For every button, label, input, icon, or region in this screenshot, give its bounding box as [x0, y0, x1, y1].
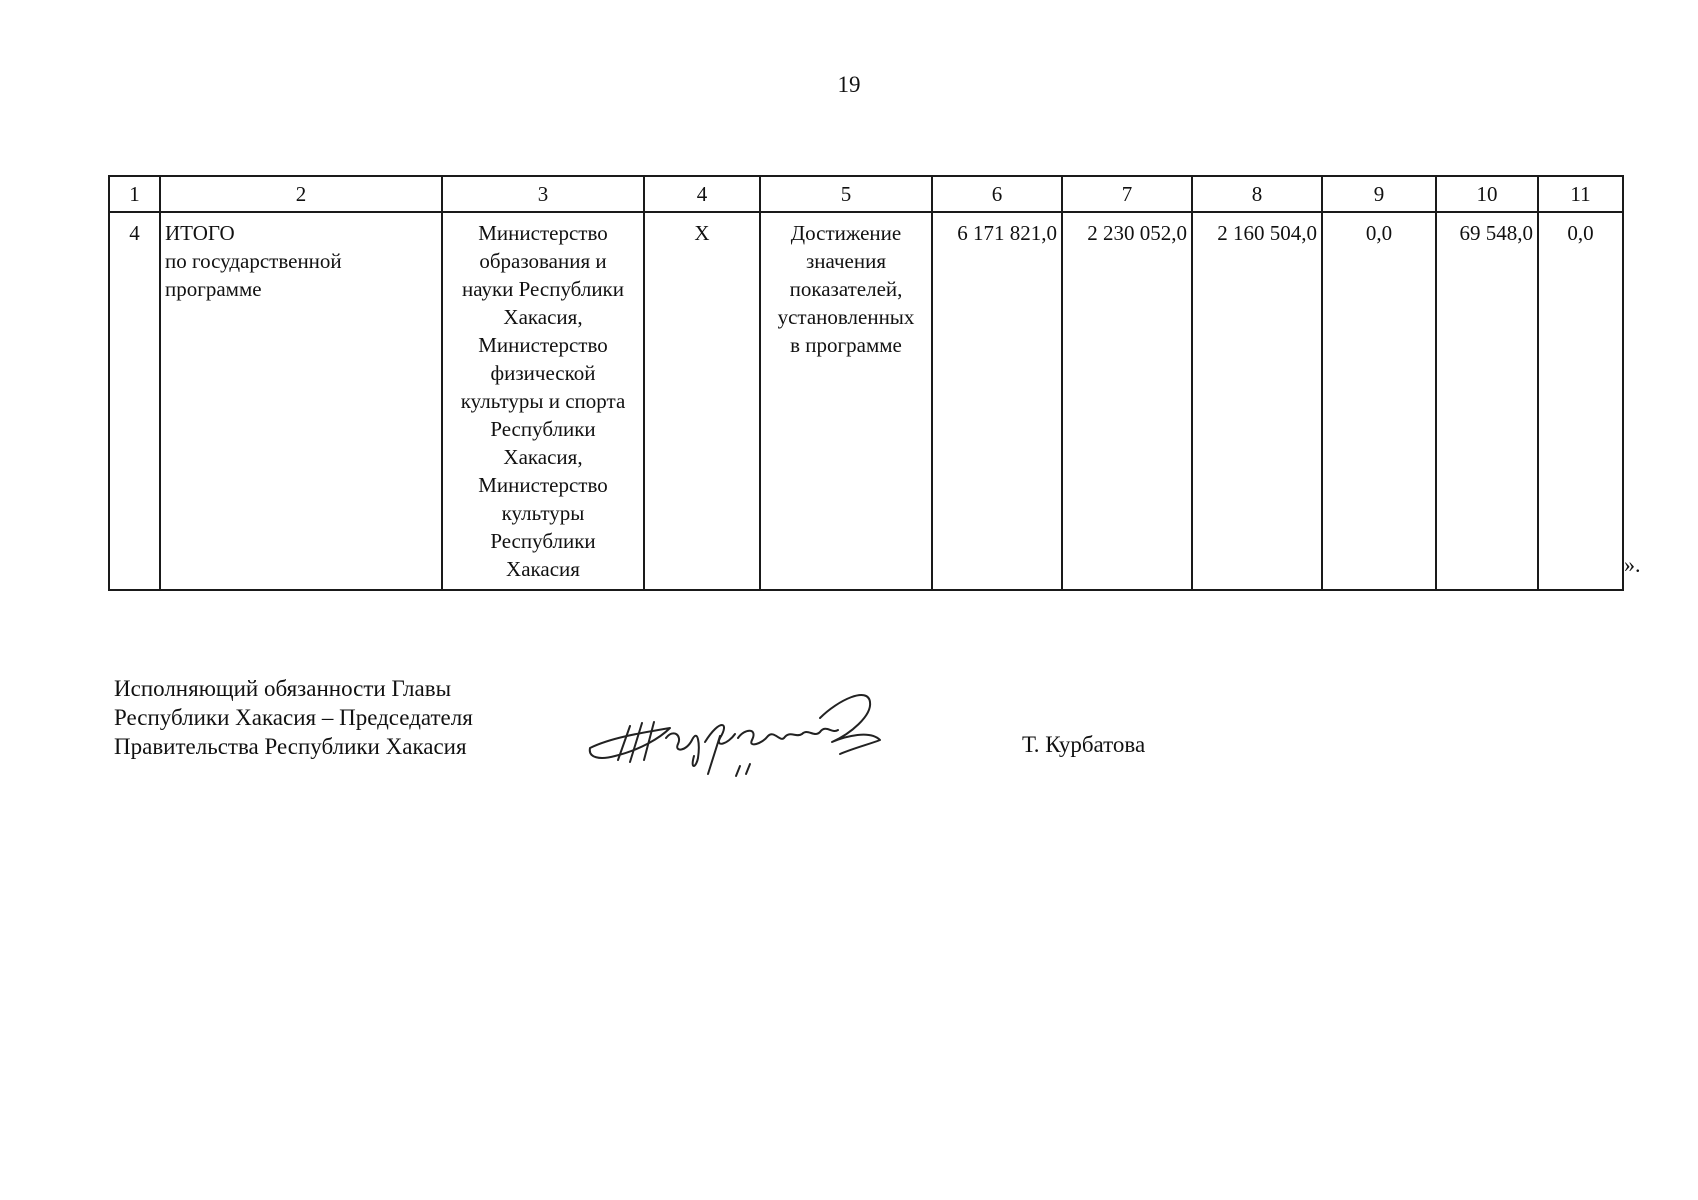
column-header: 2 — [160, 176, 442, 212]
column-header: 11 — [1538, 176, 1623, 212]
column-header: 9 — [1322, 176, 1436, 212]
cell-line: культуры и спорта — [460, 389, 626, 413]
table-header-row — [109, 176, 1623, 212]
column-header: 6 — [932, 176, 1062, 212]
cell-line: Министерство — [478, 473, 608, 497]
amount-cell: 0,0 — [1538, 212, 1623, 590]
cell-line: культуры — [501, 501, 585, 525]
cell-line: ИТОГО — [165, 221, 235, 245]
cell-line: по государственной — [165, 249, 342, 273]
cell-line: физической — [490, 361, 596, 385]
row-number-cell: 4 — [109, 212, 160, 590]
cell-line: показателей, — [789, 277, 903, 301]
handwritten-signature — [570, 678, 910, 778]
cell-line: Достижение — [790, 221, 902, 245]
column-header: 4 — [644, 176, 760, 212]
cell-line: Хакасия, — [503, 445, 583, 469]
amount-cell: 69 548,0 — [1436, 212, 1538, 590]
cell-line: Хакасия — [506, 557, 580, 581]
x-mark-cell: Х — [644, 212, 760, 590]
amount-cell: 2 160 504,0 — [1192, 212, 1322, 590]
table-row — [109, 212, 1623, 590]
amount-cell: 0,0 — [1322, 212, 1436, 590]
title-line: Правительства Республики Хакасия — [114, 734, 467, 759]
title-line: Исполняющий обязанности Главы — [114, 676, 452, 701]
column-header: 1 — [109, 176, 160, 212]
cell-line: программе — [165, 277, 262, 301]
amount-cell: 2 230 052,0 — [1062, 212, 1192, 590]
signatory-title — [114, 674, 473, 761]
page-number: 19 — [837, 72, 861, 97]
closing-quote: ». — [1624, 552, 1641, 577]
cell-line: в программе — [790, 333, 902, 357]
cell-line: Министерство — [478, 221, 608, 245]
title-line: Республики Хакасия – Председателя — [114, 705, 473, 730]
cell-line: установленных — [777, 305, 915, 329]
column-header: 7 — [1062, 176, 1192, 212]
column-header: 5 — [760, 176, 932, 212]
cell-line: образования и — [479, 249, 607, 273]
amount-cell: 6 171 821,0 — [932, 212, 1062, 590]
signer-name: Т. Курбатова — [1022, 732, 1146, 757]
column-header: 10 — [1436, 176, 1538, 212]
total-label-cell — [160, 212, 442, 590]
column-header: 3 — [442, 176, 644, 212]
cell-line: Республики — [490, 417, 596, 441]
goal-cell — [760, 212, 932, 590]
cell-line: значения — [805, 249, 887, 273]
executor-cell — [442, 212, 644, 590]
cell-line: Хакасия, — [503, 305, 583, 329]
cell-line: Министерство — [478, 333, 608, 357]
cell-line: Республики — [490, 529, 596, 553]
cell-line: науки Республики — [461, 277, 625, 301]
column-header: 8 — [1192, 176, 1322, 212]
program-table — [108, 175, 1624, 591]
